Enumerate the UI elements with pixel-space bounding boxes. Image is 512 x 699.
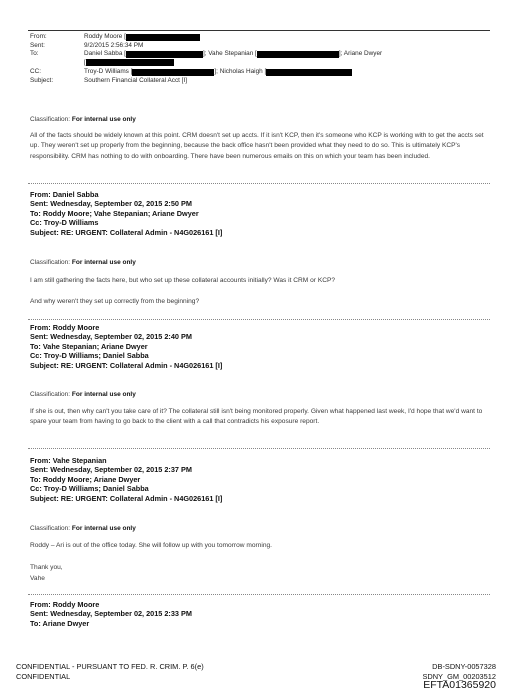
message-signature: Vahe <box>30 575 45 582</box>
email-header <box>30 33 500 86</box>
message-body: I am still gathering the facts here, but who set up these collateral accounts initially? Was it CRM or KCP? <box>30 277 336 284</box>
sent-label: Sent: <box>30 41 45 49</box>
bates-number-efta: EFTA01365920 <box>423 679 496 692</box>
message-to: To: Roddy Moore; Ariane Dwyer <box>30 474 141 484</box>
to-row-continued <box>30 59 500 68</box>
subject-label: Subject: <box>30 76 54 84</box>
footer-right <box>422 662 496 691</box>
subject-value: Southern Financial Collateral Acct [I] <box>84 76 188 84</box>
message-body: If she is out, then why can't you take care of it? The collateral still isn't being monitored properly. Given what happened last week, I'd hope that we'd want to spare your team from having to go back to the client with a call that contradicts his exposure report. <box>30 408 483 426</box>
message-body: Roddy – Ari is out of the office today. She will follow up with you tomorrow morning. <box>30 542 273 549</box>
from-row <box>30 33 500 42</box>
message-sent: Sent: Wednesday, September 02, 2015 2:50 PM <box>30 199 192 209</box>
classification-line: Classification: For internal use only <box>30 391 136 398</box>
sent-row <box>30 42 500 51</box>
message-divider <box>28 448 490 449</box>
cc-value-2: ]; Nicholas Haigh [ <box>214 68 267 76</box>
message-divider <box>28 319 490 320</box>
footer-left <box>16 662 204 681</box>
header-rule <box>28 30 490 31</box>
message-subject: Subject: RE: URGENT: Collateral Admin - N4G026161 [I] <box>30 493 223 503</box>
message-cc: Cc: Troy-D Williams <box>30 218 99 228</box>
message-from: From: Vahe Stepanian <box>30 456 107 465</box>
to-row <box>30 50 500 59</box>
message-body: All of the facts should be widely known at this point. CRM doesn't set up accts. If it isn't KCP, then it's someone who KCP is working with to get the accts set up. They weren't set up properly from the beginning, because the back office hasn't been provided what they need to do so. This is ultimately KCP's responsibility. CRM has nothing to do with onboarding. There have been numerous emails on this on which your team has been included. <box>30 132 484 160</box>
message-to: To: Ariane Dwyer <box>30 618 90 628</box>
classification-line: Classification: For internal use only <box>30 525 136 532</box>
message-subject: Subject: RE: URGENT: Collateral Admin - N4G026161 [I] <box>30 360 223 370</box>
subject-row <box>30 77 500 86</box>
bates-number-db: DB-SDNY-0057328 <box>432 662 496 671</box>
message-to: To: Roddy Moore; Vahe Stepanian; Ariane Dwyer <box>30 208 199 218</box>
confidential-notice: CONFIDENTIAL - PURSUANT TO FED. R. CRIM. P. 6(e) <box>16 662 204 671</box>
message-sent: Sent: Wednesday, September 02, 2015 2:37 PM <box>30 465 192 475</box>
message-subject: Subject: RE: URGENT: Collateral Admin - N4G026161 [I] <box>30 227 223 237</box>
redaction-block <box>86 59 174 66</box>
message-sent: Sent: Wednesday, September 02, 2015 2:40 PM <box>30 332 192 342</box>
to-value-2: ]; Vahe Stepanian [ <box>202 50 257 58</box>
message-to: To: Vahe Stepanian; Ariane Dwyer <box>30 341 148 351</box>
message-body: And why weren't they set up correctly from the beginning? <box>30 298 200 305</box>
to-label: To: <box>30 50 39 58</box>
message-header <box>30 600 192 628</box>
redaction-block <box>257 51 339 58</box>
from-label: From: <box>30 33 47 40</box>
message-from: From: Roddy Moore <box>30 323 100 332</box>
to-value-1: Daniel Sabba [ <box>84 50 126 58</box>
message-divider <box>28 183 490 184</box>
redaction-block <box>126 51 203 58</box>
message-divider <box>28 594 490 595</box>
message-header <box>30 456 222 503</box>
message-sent: Sent: Wednesday, September 02, 2015 2:33 PM <box>30 609 192 619</box>
classification-line: Classification: For internal use only <box>30 116 136 123</box>
bates-number-sdny: SDNY_GM_00203512 <box>422 671 496 681</box>
sent-value: 9/2/2015 2:56:34 PM <box>84 41 144 49</box>
redaction-block <box>126 34 200 41</box>
cc-row <box>30 68 500 77</box>
from-value: Roddy Moore [ <box>84 33 126 40</box>
message-from: From: Roddy Moore <box>30 600 100 609</box>
message-from: From: Daniel Sabba <box>30 190 99 199</box>
message-cc: Cc: Troy-D Williams; Daniel Sabba <box>30 484 149 494</box>
redaction-block <box>266 69 352 76</box>
cc-label: CC: <box>30 68 42 76</box>
message-body: Thank you, <box>30 564 63 571</box>
message-header <box>30 323 222 370</box>
cc-value-1: Troy-D Williams [ <box>84 68 133 76</box>
to-value-3: ]; Ariane Dwyer <box>338 50 383 58</box>
confidential-label: CONFIDENTIAL <box>16 671 71 681</box>
message-header <box>30 190 222 237</box>
classification-line: Classification: For internal use only <box>30 259 136 266</box>
message-cc: Cc: Troy-D Williams; Daniel Sabba <box>30 351 149 361</box>
redaction-block <box>132 69 214 76</box>
